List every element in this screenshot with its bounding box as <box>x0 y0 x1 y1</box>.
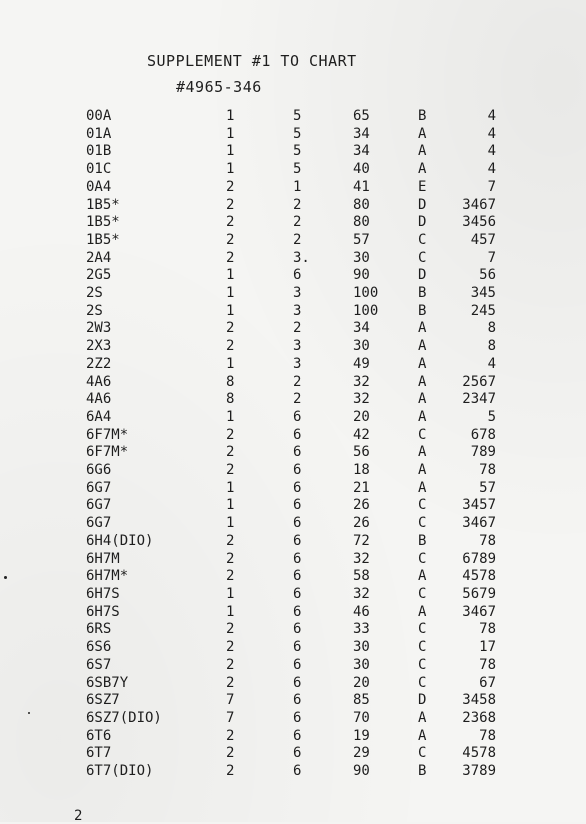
table-cell: 2 <box>226 214 235 231</box>
table-cell: 2567 <box>462 373 496 390</box>
table-cell: 6 <box>293 444 302 461</box>
table-row <box>86 515 496 533</box>
table-cell: 2347 <box>462 391 496 408</box>
table-row <box>86 710 496 728</box>
table-row <box>86 586 496 604</box>
table-cell: 2 <box>226 763 235 780</box>
table-cell: 2 <box>226 462 235 479</box>
table-cell: 29 <box>353 745 370 762</box>
table-cell: C <box>418 639 427 656</box>
table-cell: 1 <box>226 479 235 496</box>
table-cell: 6H7S <box>86 585 120 602</box>
table-cell: 1B5* <box>86 231 120 248</box>
table-row <box>86 303 496 321</box>
table-cell: 01B <box>86 143 112 160</box>
table-cell: 6T7(DIO) <box>86 763 154 780</box>
table-cell: C <box>418 550 427 567</box>
table-cell: 26 <box>353 497 370 514</box>
table-cell: 19 <box>353 727 370 744</box>
table-row <box>86 179 496 197</box>
table-cell: 78 <box>479 462 496 479</box>
table-cell: 6 <box>293 497 302 514</box>
table-cell: 17 <box>479 639 496 656</box>
table-cell: A <box>418 373 427 390</box>
table-cell: 457 <box>470 231 496 248</box>
table-row <box>86 568 496 586</box>
table-cell: 2 <box>226 338 235 355</box>
table-cell: 6H7M <box>86 550 120 567</box>
table-cell: 2 <box>226 178 235 195</box>
table-cell: 4 <box>487 108 496 124</box>
ink-speck <box>28 712 30 714</box>
table-cell: 6G7 <box>86 479 112 496</box>
table-cell: 7 <box>226 692 235 709</box>
table-row <box>86 232 496 250</box>
table-cell: 78 <box>479 656 496 673</box>
table-row <box>86 480 496 498</box>
table-cell: 1 <box>226 355 235 372</box>
table-cell: C <box>418 497 427 514</box>
tube-data-table <box>86 108 496 781</box>
table-cell: 6 <box>293 639 302 656</box>
table-cell: 72 <box>353 532 370 549</box>
table-cell: 4 <box>487 161 496 178</box>
table-row <box>86 551 496 569</box>
table-cell: 245 <box>470 302 496 319</box>
table-cell: 42 <box>353 426 370 443</box>
table-cell: 5679 <box>462 585 496 602</box>
table-cell: A <box>418 727 427 744</box>
table-cell: C <box>418 515 427 532</box>
table-cell: 5 <box>293 143 302 160</box>
table-row <box>86 391 496 409</box>
table-cell: C <box>418 656 427 673</box>
table-cell: B <box>418 763 427 780</box>
table-cell: 3467 <box>462 515 496 532</box>
table-cell: 2G5 <box>86 267 112 284</box>
table-cell: 1 <box>226 603 235 620</box>
table-cell: 6 <box>293 479 302 496</box>
table-cell: 80 <box>353 214 370 231</box>
table-cell: 345 <box>470 285 496 302</box>
table-cell: B <box>418 532 427 549</box>
table-cell: 6 <box>293 763 302 780</box>
table-cell: 1 <box>226 302 235 319</box>
table-cell: D <box>418 214 427 231</box>
table-cell: 6 <box>293 727 302 744</box>
table-cell: D <box>418 692 427 709</box>
table-cell: 2 <box>226 426 235 443</box>
table-row <box>86 285 496 303</box>
table-body <box>86 108 496 781</box>
table-cell: 6789 <box>462 550 496 567</box>
table-cell: 2A4 <box>86 249 112 266</box>
table-cell: 6 <box>293 692 302 709</box>
table-cell: C <box>418 585 427 602</box>
table-cell: 2 <box>226 320 235 337</box>
table-cell: B <box>418 285 427 302</box>
table-cell: 6RS <box>86 621 112 638</box>
table-cell: 2 <box>226 249 235 266</box>
table-row <box>86 462 496 480</box>
table-row <box>86 675 496 693</box>
table-cell: A <box>418 355 427 372</box>
table-cell: 6 <box>293 568 302 585</box>
table-cell: 2 <box>226 196 235 213</box>
table-cell: 30 <box>353 338 370 355</box>
table-cell: 41 <box>353 178 370 195</box>
table-row <box>86 108 496 126</box>
table-cell: E <box>418 178 427 195</box>
table-cell: C <box>418 674 427 691</box>
table-cell: A <box>418 125 427 142</box>
table-cell: 1 <box>226 285 235 302</box>
table-cell: 2 <box>293 320 302 337</box>
table-cell: 6H7S <box>86 603 120 620</box>
table-cell: 40 <box>353 161 370 178</box>
table-cell: 4 <box>487 125 496 142</box>
table-row <box>86 604 496 622</box>
table-cell: 7 <box>487 249 496 266</box>
table-cell: 78 <box>479 727 496 744</box>
table-cell: 6 <box>293 585 302 602</box>
table-cell: 789 <box>470 444 496 461</box>
table-cell: 2 <box>226 639 235 656</box>
table-row <box>86 497 496 515</box>
table-cell: A <box>418 568 427 585</box>
table-cell: 6S7 <box>86 656 112 673</box>
table-cell: 56 <box>479 267 496 284</box>
table-cell: 01A <box>86 125 112 142</box>
table-cell: 4 <box>487 355 496 372</box>
table-cell: 8 <box>226 391 235 408</box>
table-cell: 2 <box>293 231 302 248</box>
table-cell: 3 <box>293 355 302 372</box>
table-cell: 6 <box>293 674 302 691</box>
table-cell: 32 <box>353 373 370 390</box>
table-cell: 18 <box>353 462 370 479</box>
table-cell: 6 <box>293 426 302 443</box>
table-cell: 4578 <box>462 745 496 762</box>
table-row <box>86 143 496 161</box>
table-cell: 65 <box>353 108 370 124</box>
table-cell: 1 <box>226 108 235 124</box>
table-cell: 34 <box>353 320 370 337</box>
table-cell: 46 <box>353 603 370 620</box>
table-cell: 1 <box>226 515 235 532</box>
table-cell: 56 <box>353 444 370 461</box>
table-cell: 3. <box>293 249 310 266</box>
table-row <box>86 374 496 392</box>
table-cell: 6H7M* <box>86 568 129 585</box>
table-cell: 2 <box>226 231 235 248</box>
table-cell: 2 <box>226 532 235 549</box>
table-cell: 57 <box>479 479 496 496</box>
table-cell: 6 <box>293 515 302 532</box>
table-cell: 6G7 <box>86 497 112 514</box>
table-cell: 6 <box>293 709 302 726</box>
table-cell: 6H4(DIO) <box>86 532 154 549</box>
table-cell: 2 <box>293 373 302 390</box>
table-cell: A <box>418 479 427 496</box>
table-cell: 33 <box>353 621 370 638</box>
table-cell: 20 <box>353 408 370 425</box>
ink-speck <box>4 576 7 579</box>
table-cell: 6 <box>293 532 302 549</box>
table-cell: 6SB7Y <box>86 674 129 691</box>
table-cell: C <box>418 249 427 266</box>
table-row <box>86 409 496 427</box>
table-cell: 2 <box>293 391 302 408</box>
table-cell: 6F7M* <box>86 444 129 461</box>
table-cell: 6A4 <box>86 408 112 425</box>
table-cell: D <box>418 267 427 284</box>
table-cell: 32 <box>353 550 370 567</box>
table-cell: A <box>418 161 427 178</box>
table-cell: 2 <box>226 727 235 744</box>
table-cell: 1 <box>226 585 235 602</box>
table-cell: A <box>418 444 427 461</box>
table-cell: 3457 <box>462 497 496 514</box>
table-cell: A <box>418 320 427 337</box>
table-cell: 30 <box>353 639 370 656</box>
table-cell: 6 <box>293 267 302 284</box>
table-cell: 5 <box>293 125 302 142</box>
table-cell: 1 <box>226 143 235 160</box>
table-cell: 30 <box>353 656 370 673</box>
table-cell: 1 <box>293 178 302 195</box>
table-cell: 7 <box>226 709 235 726</box>
table-cell: 3789 <box>462 763 496 780</box>
table-cell: 6F7M* <box>86 426 129 443</box>
table-cell: 32 <box>353 391 370 408</box>
table-cell: 3467 <box>462 603 496 620</box>
table-cell: 8 <box>226 373 235 390</box>
table-cell: 34 <box>353 125 370 142</box>
table-cell: 8 <box>487 338 496 355</box>
table-cell: 5 <box>293 108 302 124</box>
table-cell: 2 <box>226 656 235 673</box>
table-cell: 2 <box>226 621 235 638</box>
table-row <box>86 533 496 551</box>
table-row <box>86 657 496 675</box>
table-cell: 6G6 <box>86 462 112 479</box>
table-cell: 2W3 <box>86 320 112 337</box>
table-row <box>86 267 496 285</box>
table-cell: 6SZ7 <box>86 692 120 709</box>
table-cell: 6 <box>293 550 302 567</box>
table-row <box>86 427 496 445</box>
table-cell: A <box>418 408 427 425</box>
table-cell: 1B5* <box>86 214 120 231</box>
table-cell: 1B5* <box>86 196 120 213</box>
table-row <box>86 161 496 179</box>
table-cell: A <box>418 462 427 479</box>
table-cell: B <box>418 302 427 319</box>
table-cell: 0A4 <box>86 178 112 195</box>
table-cell: 26 <box>353 515 370 532</box>
table-cell: B <box>418 108 427 124</box>
table-cell: 57 <box>353 231 370 248</box>
table-cell: 4 <box>487 143 496 160</box>
table-cell: 2 <box>293 196 302 213</box>
table-cell: 6 <box>293 462 302 479</box>
table-row <box>86 745 496 763</box>
table-cell: 5 <box>293 161 302 178</box>
table-cell: 2X3 <box>86 338 112 355</box>
table-cell: 80 <box>353 196 370 213</box>
table-cell: 6 <box>293 656 302 673</box>
table-cell: 2S <box>86 302 103 319</box>
table-cell: C <box>418 426 427 443</box>
table-row <box>86 338 496 356</box>
table-cell: 3458 <box>462 692 496 709</box>
table-cell: 34 <box>353 143 370 160</box>
table-cell: 00A <box>86 108 112 124</box>
table-row <box>86 728 496 746</box>
table-cell: 6T7 <box>86 745 112 762</box>
table-cell: 4578 <box>462 568 496 585</box>
table-cell: 4A6 <box>86 373 112 390</box>
table-cell: 58 <box>353 568 370 585</box>
table-cell: A <box>418 603 427 620</box>
table-cell: 3 <box>293 302 302 319</box>
table-cell: 6 <box>293 621 302 638</box>
table-cell: 90 <box>353 267 370 284</box>
table-cell: A <box>418 338 427 355</box>
table-cell: 20 <box>353 674 370 691</box>
table-row <box>86 126 496 144</box>
table-row <box>86 356 496 374</box>
table-cell: 01C <box>86 161 112 178</box>
table-cell: 3456 <box>462 214 496 231</box>
table-cell: 5 <box>487 408 496 425</box>
table-row <box>86 692 496 710</box>
table-row <box>86 320 496 338</box>
table-cell: 1 <box>226 267 235 284</box>
table-cell: 1 <box>226 125 235 142</box>
table-cell: 78 <box>479 621 496 638</box>
table-cell: 6T6 <box>86 727 112 744</box>
table-cell: 2 <box>226 550 235 567</box>
table-cell: 6SZ7(DIO) <box>86 709 162 726</box>
table-cell: 6G7 <box>86 515 112 532</box>
table-cell: 67 <box>479 674 496 691</box>
table-cell: 2 <box>226 444 235 461</box>
table-cell: 1 <box>226 161 235 178</box>
table-cell: A <box>418 143 427 160</box>
table-cell: 78 <box>479 532 496 549</box>
table-cell: 4A6 <box>86 391 112 408</box>
table-cell: 6S6 <box>86 639 112 656</box>
table-cell: 6 <box>293 603 302 620</box>
document-title: SUPPLEMENT #1 TO CHART <box>147 52 357 70</box>
table-cell: 3467 <box>462 196 496 213</box>
table-cell: C <box>418 231 427 248</box>
table-cell: 2 <box>226 674 235 691</box>
table-cell: 678 <box>470 426 496 443</box>
chart-number: #4965-346 <box>176 78 262 96</box>
table-cell: 2S <box>86 285 103 302</box>
table-cell: 2 <box>226 745 235 762</box>
table-row <box>86 250 496 268</box>
table-cell: 70 <box>353 709 370 726</box>
table-cell: 90 <box>353 763 370 780</box>
table-cell: C <box>418 745 427 762</box>
table-row <box>86 763 496 781</box>
table-cell: 32 <box>353 585 370 602</box>
table-cell: 21 <box>353 479 370 496</box>
table-cell: 1 <box>226 497 235 514</box>
table-cell: 100 <box>353 285 379 302</box>
table-cell: 7 <box>487 178 496 195</box>
table-cell: 2 <box>226 568 235 585</box>
table-row <box>86 214 496 232</box>
table-row <box>86 621 496 639</box>
table-cell: A <box>418 709 427 726</box>
table-cell: 30 <box>353 249 370 266</box>
page-number: 2 <box>74 808 83 824</box>
table-cell: C <box>418 621 427 638</box>
table-cell: A <box>418 391 427 408</box>
table-cell: D <box>418 196 427 213</box>
table-cell: 8 <box>487 320 496 337</box>
table-row <box>86 444 496 462</box>
table-cell: 6 <box>293 745 302 762</box>
table-cell: 3 <box>293 338 302 355</box>
table-cell: 3 <box>293 285 302 302</box>
table-cell: 1 <box>226 408 235 425</box>
table-cell: 2 <box>293 214 302 231</box>
table-row <box>86 197 496 215</box>
table-cell: 100 <box>353 302 379 319</box>
table-cell: 49 <box>353 355 370 372</box>
table-row <box>86 639 496 657</box>
table-cell: 2Z2 <box>86 355 112 372</box>
table-cell: 85 <box>353 692 370 709</box>
table-cell: 2368 <box>462 709 496 726</box>
table-cell: 6 <box>293 408 302 425</box>
